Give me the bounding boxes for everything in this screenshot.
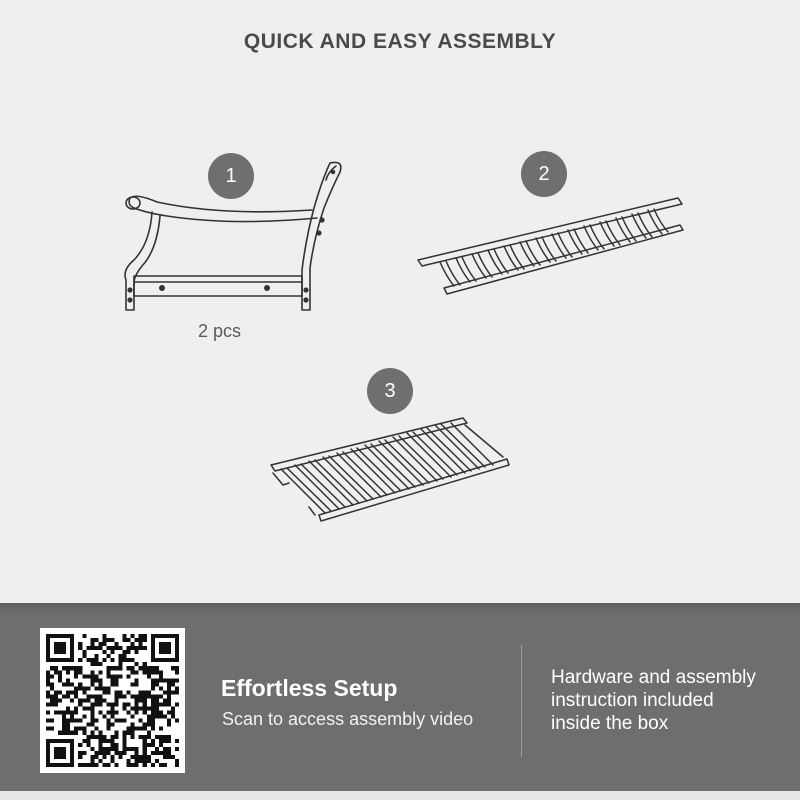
bench-side-frame-icon [112, 158, 352, 318]
hardware-line: Hardware and assembly [551, 667, 756, 688]
bottom-strip [0, 791, 800, 800]
qr-code-icon[interactable] [46, 634, 179, 767]
step-2-badge: 2 [521, 151, 567, 197]
hardware-line: instruction included [551, 690, 714, 711]
step-3-badge: 3 [367, 368, 413, 414]
hardware-line: inside the box [551, 713, 669, 734]
footer-shade [0, 603, 800, 613]
step-1-badge: 1 [208, 153, 254, 199]
footer-divider [521, 645, 522, 757]
hardware-note [551, 666, 791, 735]
qr-code-frame[interactable] [40, 628, 185, 773]
setup-title: Effortless Setup [221, 675, 398, 701]
setup-subtitle: Scan to access assembly video [222, 709, 474, 729]
page-title: QUICK AND EASY ASSEMBLY [243, 30, 557, 53]
seat-slat-panel-icon [265, 415, 515, 525]
step-1-caption: 2 pcs [198, 321, 242, 341]
backrest-slat-panel-icon [410, 190, 690, 300]
